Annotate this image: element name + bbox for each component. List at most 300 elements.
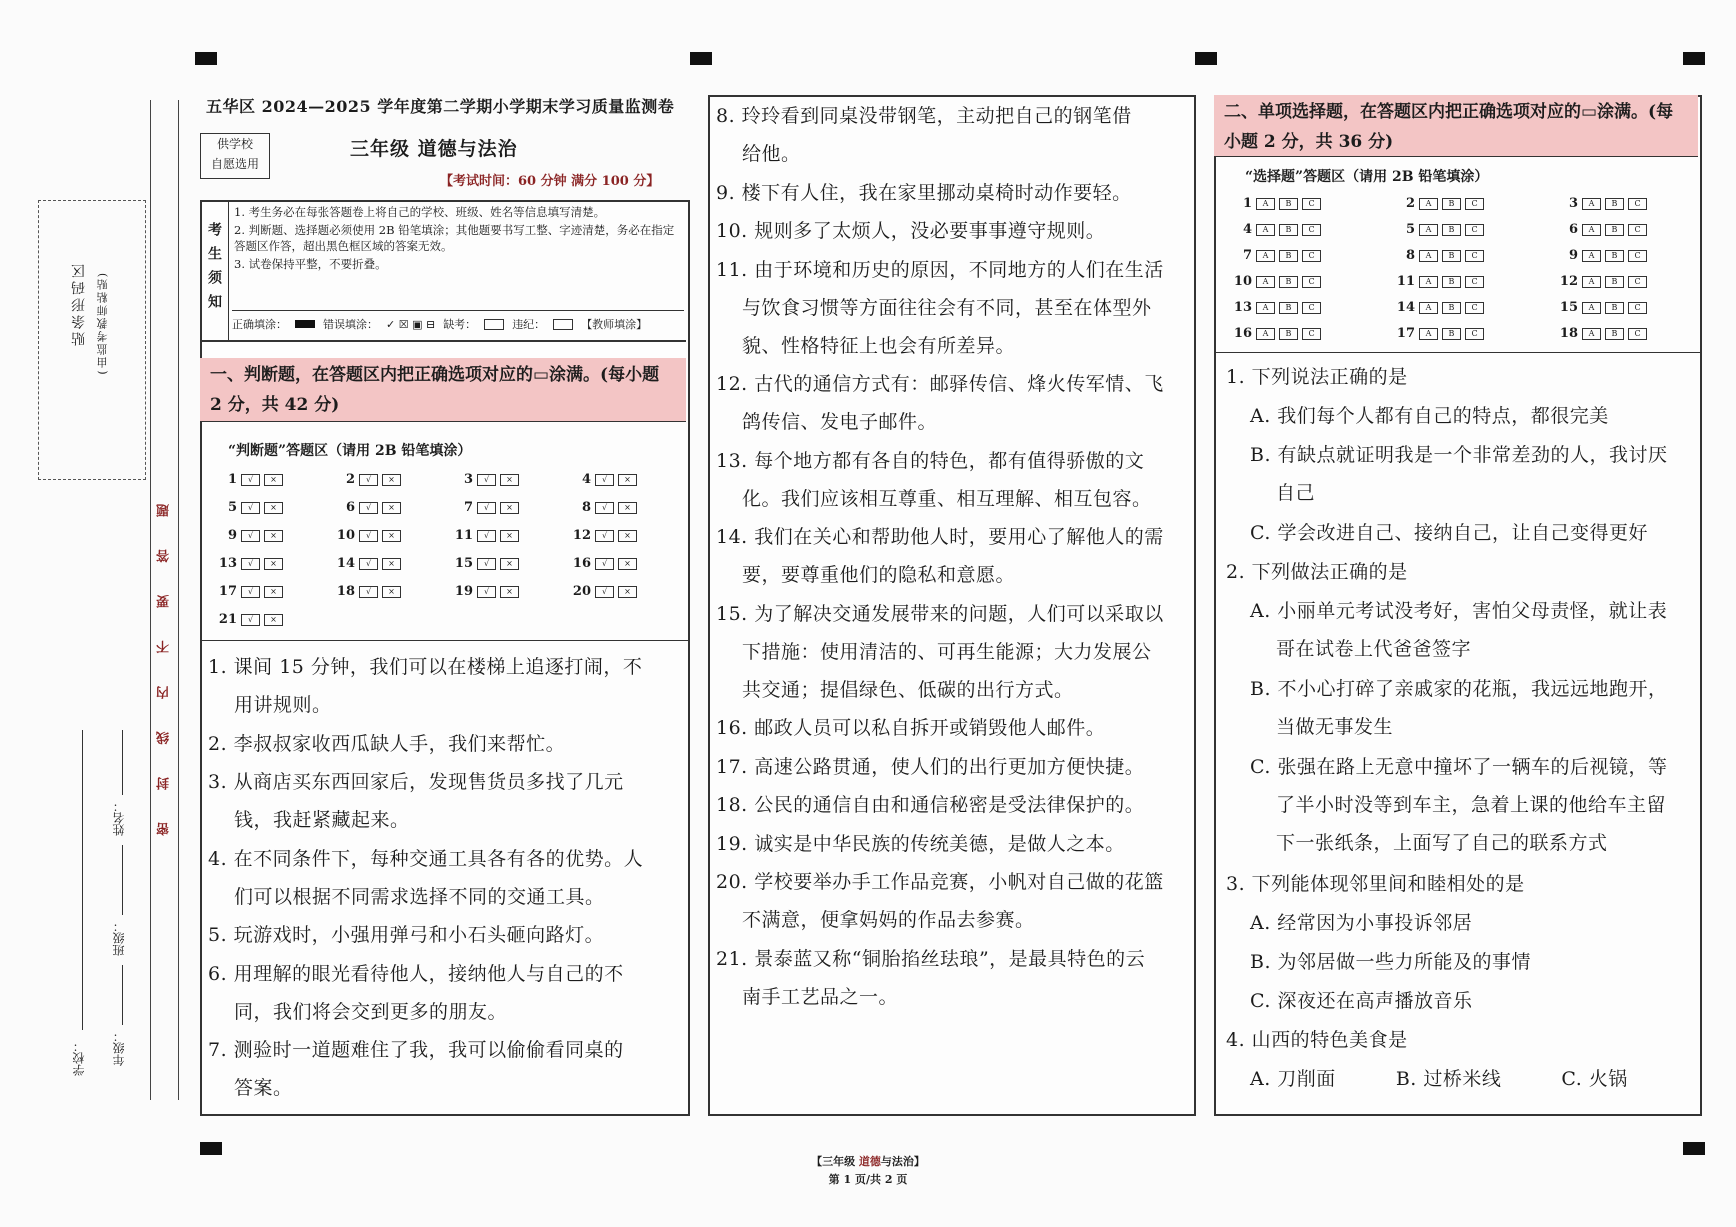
question-text: 1. 课间 15 分钟，我们可以在楼梯上追逐打闹，不 [208,656,643,678]
answer-bubble[interactable]: C [1628,198,1647,210]
answer-bubble[interactable]: B [1279,302,1298,314]
wrong-fill-examples: ✓ ☒ ▣ ⊟ [386,317,436,331]
barcode-label: 贴条形码区 [71,261,87,346]
question-number: 13 [1233,300,1252,315]
answer-bubble[interactable]: × [500,586,519,598]
question-text-continued: 下措施：使用清洁的、可再生能源；大力发展公 [742,640,1152,663]
answer-bubble[interactable]: A [1419,198,1438,210]
exam-time: 【考试时间：60 分钟 满分 100 分】 [440,174,660,189]
answer-bubble[interactable]: C [1302,250,1321,262]
answer-cell [1556,274,1647,289]
answer-bubble[interactable]: A [1419,302,1438,314]
answer-cell [1556,300,1647,315]
barcode-note: (由监考教师粘贴) [96,271,109,375]
answer-bubble[interactable]: √ [241,614,260,626]
question-number: 13 [218,556,237,571]
correct-fill-example [295,320,315,328]
question-number: 14 [336,556,355,571]
question-text-continued: 鸽传信、发电子邮件。 [742,411,938,433]
question-text: 5. 玩游戏时，小强用弹弓和小石头砸向路灯。 [208,924,605,946]
question-item [716,595,1190,709]
answer-cell [1556,222,1647,237]
question-text-continued: 同，我们将会交到更多的朋友。 [234,1000,508,1023]
question-item [208,840,684,916]
answer-bubble[interactable]: C [1628,250,1647,262]
question-number: 12 [572,528,591,543]
answer-bubble[interactable]: √ [241,530,260,542]
question-text: 10. 规则多了太烦人，没必要事事遵守规则。 [716,220,1106,242]
choice-text-continued: 自己 [1276,482,1316,504]
question-stem: 2. 下列做法正确的是 [1226,561,1408,583]
answer-bubble[interactable]: √ [359,502,378,514]
grade-line [122,965,123,1025]
answer-bubble[interactable]: B [1605,224,1624,236]
question-text: 11. 由于环境和历史的原因，不同地方的人们在生活 [716,258,1164,281]
answer-bubble[interactable]: C [1465,302,1484,314]
question-text: 3. 从商店买东西回家后，发现售货员多找了几元 [208,771,624,793]
answer-cell [569,584,637,599]
question-text-continued: 貌、性格特征上也会有所差异。 [742,334,1016,357]
question-number: 4 [1242,222,1252,237]
answer-cell [215,584,283,599]
answer-bubble[interactable]: √ [595,474,614,486]
answer-bubble[interactable]: √ [477,474,496,486]
answer-cell [1393,274,1484,289]
question-number: 12 [1559,274,1578,289]
question-number: 2 [1405,196,1415,211]
question-number: 3 [1568,196,1578,211]
question-number: 15 [1559,300,1578,315]
answer-bubble[interactable]: A [1419,276,1438,288]
answer-bubble[interactable]: B [1605,302,1624,314]
answer-cell [215,612,283,627]
question-item [716,709,1190,747]
question-number: 2 [345,472,355,487]
answer-bubble[interactable]: √ [241,586,260,598]
question-item [716,748,1190,786]
question-text-continued: 答案。 [234,1077,293,1099]
answer-cell [569,528,637,543]
question-item [716,863,1190,939]
question-text: 20. 学校要举办手工作品竞赛，小帆对自己做的花篮 [716,871,1164,893]
question-text: 7. 测验时一道题难住了我，我可以偷偷看同桌的 [208,1039,624,1061]
answer-bubble[interactable]: B [1442,276,1461,288]
answer-cell [1393,196,1484,211]
answer-cell [1393,300,1484,315]
choice-option [1226,514,1720,552]
question-item [716,174,1190,212]
answer-bubble[interactable]: √ [359,586,378,598]
name-label: 姓名： [112,800,126,836]
question-item [716,518,1190,594]
footer-subject: 【三年级 道德与法治】 [811,1155,925,1168]
answer-bubble[interactable]: C [1465,224,1484,236]
choice-option [1226,748,1720,862]
section-1-heading: 一、判断题，在答题区内把正确选项对应的▭涂满。(每小题 2 分，共 42 分) [200,358,686,422]
answer-bubble[interactable]: × [382,530,401,542]
answer-bubble[interactable]: A [1256,302,1275,314]
answer-bubble[interactable]: A [1256,198,1275,210]
answer-cell [1556,248,1647,263]
answer-bubble[interactable]: A [1256,328,1275,340]
answer-bubble[interactable]: × [264,558,283,570]
choice-text-continued: 哥在试卷上代爸爸签字 [1276,638,1472,660]
absent-bubble[interactable] [484,319,504,330]
answer-bubble[interactable]: √ [241,474,260,486]
answer-bubble[interactable]: B [1605,198,1624,210]
notice-item: 3. 试卷保持平整，不要折叠。 [234,257,387,271]
answer-cell [451,528,519,543]
choice-text-continued: 下一张纸条，上面写了自己的联系方式 [1276,832,1608,854]
question-number: 11 [454,528,473,543]
notice-item: 2. 判断题、选择题必须使用 2B 铅笔填涂；其他题要书写工整、字迹清楚，务必在指定答题区作答，超出黑色框区域的答案无效。 [234,223,675,253]
question-text: 19. 诚实是中华民族的传统美德，是做人之本。 [716,832,1125,855]
answer-cell [451,556,519,571]
choice-text: C. 张强在路上无意中撞坏了一辆车的后视镜，等 [1250,756,1668,778]
answer-bubble[interactable]: C [1302,198,1321,210]
answer-bubble[interactable]: C [1302,224,1321,236]
question-text: 21. 景泰蓝又称“铜胎掐丝珐琅”，是最具特色的云 [716,947,1146,970]
question-text-continued: 化。我们应该相互尊重、相互理解、相互包容。 [742,487,1152,510]
alignment-mark [195,52,217,65]
answer-bubble[interactable]: × [500,502,519,514]
answer-bubble[interactable]: C [1302,276,1321,288]
answer-bubble[interactable]: B [1279,328,1298,340]
question-item [716,940,1190,1016]
answer-bubble[interactable]: B [1442,224,1461,236]
notice-item: 1. 考生务必在每张答题卷上将自己的学校、班级、姓名等信息填写清楚。 [234,205,606,219]
answer-bubble[interactable]: C [1628,224,1647,236]
answer-cell [569,500,637,515]
answer-bubble[interactable]: B [1279,198,1298,210]
question-number: 20 [572,584,591,599]
question-number: 7 [1242,248,1252,263]
question-text-continued: 们可以根据不同需求选择不同的交通工具。 [234,885,605,908]
answer-cell [451,500,519,515]
alignment-mark [1195,52,1217,65]
question-item [716,442,1190,518]
question-item [208,725,684,763]
fill-example-row [232,310,684,337]
choice-option [1226,904,1720,942]
grade-label: 年级： [112,1030,126,1066]
school-label: 学校： [72,1040,86,1076]
question-number: 1 [1242,196,1252,211]
answer-bubble[interactable]: A [1256,276,1275,288]
margin-line [150,100,151,1100]
answer-bubble[interactable]: C [1628,302,1647,314]
question-number: 8 [1405,248,1415,263]
answer-bubble[interactable]: √ [241,502,260,514]
answer-cell [1230,196,1321,211]
notice-items [234,204,682,274]
answer-bubble[interactable]: A [1419,224,1438,236]
answer-bubble[interactable]: × [264,586,283,598]
answer-bubble[interactable]: √ [595,558,614,570]
answer-bubble[interactable]: A [1256,250,1275,262]
question-text: 4. 在不同条件下，每种交通工具各有各的优势。人 [208,847,644,870]
question-item [716,97,1190,173]
question-text: 9. 楼下有人住，我在家里挪动桌椅时动作要轻。 [716,181,1132,204]
choice-option [1226,397,1720,435]
violation-bubble[interactable] [553,319,573,330]
question-number: 4 [581,472,591,487]
choice-option: C. 火锅 [1561,1068,1628,1090]
question-text-continued: 要，要尊重他们的隐私和意愿。 [742,564,1016,586]
choice-option: B. 过桥米线 [1395,1068,1502,1090]
choice-text: A. 经常因为小事投诉邻居 [1250,912,1473,934]
choice-option [1226,982,1720,1020]
answer-cell [333,528,401,543]
answer-bubble[interactable]: √ [477,530,496,542]
question-item [208,955,684,1031]
question-item [716,786,1190,824]
question-number: 1 [227,472,237,487]
choice-text: C. 深夜还在高声播放音乐 [1250,990,1473,1012]
answer-cell [1393,326,1484,341]
answer-bubble[interactable]: × [618,530,637,542]
answer-bubble[interactable]: A [1582,198,1601,210]
answer-cell [215,500,283,515]
answer-cell [333,556,401,571]
answer-bubble[interactable]: A [1256,224,1275,236]
question-item [208,916,684,954]
question-number: 15 [454,556,473,571]
answer-bubble[interactable]: B [1442,198,1461,210]
divider [200,640,688,641]
divider [1214,352,1700,353]
answer-bubble[interactable]: B [1442,328,1461,340]
question-text: 16. 邮政人员可以私自拆开或销毁他人邮件。 [716,717,1106,739]
answer-bubble[interactable]: × [264,614,283,626]
answer-bubble[interactable]: × [382,586,401,598]
choice-text: B. 为邻居做一些力所能及的事情 [1250,951,1532,973]
answer-bubble[interactable]: √ [595,502,614,514]
answer-cell [1230,326,1321,341]
answer-bubble[interactable]: × [382,474,401,486]
answer-bubble[interactable]: √ [241,558,260,570]
answer-bubble[interactable]: √ [595,586,614,598]
answer-bubble[interactable]: A [1582,328,1601,340]
choice-text-continued: 了半小时没等到车主，急着上课的他给车主留 [1276,794,1667,816]
question-text: 13. 每个地方都有各自的特色，都有值得骄傲的文 [716,449,1145,472]
alignment-mark [690,52,712,65]
answer-bubble[interactable]: √ [477,586,496,598]
margin-line [178,100,179,1100]
question-text: 8. 玲玲看到同桌没带钢笔，主动把自己的钢笔借 [716,105,1132,127]
answer-bubble[interactable]: × [500,530,519,542]
answer-bubble[interactable]: × [618,558,637,570]
question-item [716,212,1190,250]
answer-bubble[interactable]: A [1582,276,1601,288]
question-number: 6 [345,500,355,515]
question-number: 19 [454,584,473,599]
answer-bubble[interactable]: √ [477,558,496,570]
answer-bubble[interactable]: C [1465,250,1484,262]
question-number: 16 [572,556,591,571]
question-number: 11 [1396,274,1415,289]
footer-page: 第 1 页/共 2 页 [828,1173,908,1186]
answer-cell [1393,248,1484,263]
answer-bubble[interactable]: B [1442,250,1461,262]
question-text-continued: 用讲规则。 [234,694,332,716]
choice-text: B. 不小心打碎了亲戚家的花瓶，我远远地跑开， [1250,678,1668,700]
answer-bubble[interactable]: A [1582,224,1601,236]
answer-cell [451,472,519,487]
answer-bubble[interactable]: × [500,474,519,486]
question-number: 5 [1405,222,1415,237]
subject-title: 三年级 道德与法治 [350,138,518,160]
answer-bubble[interactable]: A [1582,250,1601,262]
question-text-continued: 共交通；提倡绿色、低碳的出行方式。 [742,678,1074,701]
question-text-continued: 不满意，便拿妈妈的作品去参赛。 [742,909,1035,931]
answer-bubble[interactable]: B [1605,328,1624,340]
teacher-fill-label: 【教师填涂】 [581,318,648,331]
answer-cell [569,556,637,571]
answer-bubble[interactable]: √ [359,558,378,570]
answer-bubble[interactable]: C [1465,276,1484,288]
answer-cell [215,556,283,571]
answer-bubble[interactable]: √ [477,502,496,514]
choice-text-continued: 当做无事发生 [1276,716,1394,738]
question-text: 18. 公民的通信自由和通信秘密是受法律保护的。 [716,794,1145,816]
question-item [716,251,1190,365]
answer-bubble[interactable]: B [1279,224,1298,236]
answer-bubble[interactable]: √ [359,474,378,486]
question-number: 17 [218,584,237,599]
absent-label: 缺考： [443,318,477,331]
exam-notice [200,200,686,342]
answer-bubble[interactable]: B [1605,276,1624,288]
answer-bubble[interactable]: C [1465,328,1484,340]
question-item [208,648,684,724]
answer-cell [1230,248,1321,263]
answer-bubble[interactable]: × [264,502,283,514]
choice-text: C. 学会改进自己、接纳自己，让自己变得更好 [1250,522,1648,544]
question-number: 9 [1568,248,1578,263]
answer-cell [1393,222,1484,237]
question-number: 18 [336,584,355,599]
question-text: 17. 高速公路贯通，使人们的出行更加方便快捷。 [716,755,1145,778]
question-text-continued: 给他。 [742,143,801,165]
question-item [716,365,1190,441]
question-number: 16 [1233,326,1252,341]
correct-fill-label: 正确填涂： [232,318,287,331]
answer-cell [1556,326,1647,341]
answer-bubble[interactable]: × [382,502,401,514]
question-number: 9 [227,528,237,543]
class-line [122,845,123,915]
question-text: 14. 我们在关心和帮助他人时，要用心了解他人的需 [716,526,1164,548]
answer-bubble[interactable]: A [1419,328,1438,340]
answer-cell [451,584,519,599]
question-number: 14 [1396,300,1415,315]
choice-option [1226,436,1720,512]
choice-text: B. 有缺点就证明我是一个非常差劲的人，我讨厌 [1250,444,1668,466]
answer-bubble[interactable]: × [618,586,637,598]
answer-cell [1230,274,1321,289]
question-text: 6. 用理解的眼光看待他人，接纳他人与自己的不 [208,962,624,985]
choice-option [1226,943,1720,981]
answer-cell [333,500,401,515]
notice-label: 考生须知 [200,200,229,340]
answer-bubble[interactable]: × [618,474,637,486]
answer-bubble[interactable]: C [1302,302,1321,314]
question-number: 6 [1568,222,1578,237]
wrong-fill-label: 错误填涂： [323,318,378,331]
answer-bubble[interactable]: B [1279,250,1298,262]
choice-row [1226,1060,1720,1098]
seal-line-text: 密 封 线 内 不 要 答 题 [157,490,172,836]
answer-bubble[interactable]: × [500,558,519,570]
choice-option: A. 刀削面 [1250,1068,1336,1090]
question-text: 2. 李叔叔家收西瓜缺人手，我们来帮忙。 [208,732,566,755]
answer-cell [215,472,283,487]
for-school-box [200,133,270,179]
answer-cell [333,472,401,487]
answer-cell [1556,196,1647,211]
question-stem: 3. 下列能体现邻里间和睦相处的是 [1226,873,1525,895]
question-item [716,825,1190,863]
answer-cell [569,472,637,487]
answer-bubble[interactable]: B [1605,250,1624,262]
question-stem: 4. 山西的特色美食是 [1226,1029,1408,1051]
question-text: 12. 古代的通信方式有：邮驿传信、烽火传军情、飞 [716,373,1164,395]
exam-title: 五华区 2024—2025 学年度第二学期小学期末学习质量监测卷 [206,97,675,116]
answer-bubble[interactable]: √ [595,530,614,542]
answer-cell [215,528,283,543]
question-number: 8 [581,500,591,515]
answer-bubble[interactable]: C [1628,328,1647,340]
answer-bubble[interactable]: √ [359,530,378,542]
answer-bubble[interactable]: × [264,530,283,542]
for-school-text: 供学校 自愿选用 [210,137,259,171]
question-stem: 1. 下列说法正确的是 [1226,366,1408,388]
answer-bubble[interactable]: C [1628,276,1647,288]
answer-cell [1230,300,1321,315]
question-number: 10 [336,528,355,543]
answer-bubble[interactable]: C [1465,198,1484,210]
answer-bubble[interactable]: A [1419,250,1438,262]
answer-bubble[interactable]: × [382,558,401,570]
school-line [82,730,83,1030]
question-number: 21 [218,612,237,627]
question-text-continued: 南手工艺品之一。 [742,985,899,1008]
name-line [122,730,123,795]
answer-bubble[interactable]: B [1442,302,1461,314]
choice-text: A. 小丽单元考试没考好，害怕父母责怪，就让表 [1250,600,1668,622]
question-text: 15. 为了解决交通发展带来的问题，人们可以采取以 [716,602,1164,625]
question-number: 5 [227,500,237,515]
question-number: 3 [463,472,473,487]
violation-label: 违纪： [512,318,546,331]
answer-bubble[interactable]: × [264,474,283,486]
answer-bubble[interactable]: C [1302,328,1321,340]
answer-bubble[interactable]: A [1582,302,1601,314]
judge-answer-title: “判断题”答题区（请用 2B 铅笔填涂） [228,443,472,459]
question-number: 7 [463,500,473,515]
answer-cell [333,584,401,599]
question-number: 17 [1396,326,1415,341]
barcode-area [38,200,146,480]
question-number: 10 [1233,274,1252,289]
question-item [208,763,684,839]
question-number: 18 [1559,326,1578,341]
choice-text: A. 我们每个人都有自己的特点，都很完美 [1250,405,1609,427]
answer-bubble[interactable]: × [618,502,637,514]
question-item [208,1031,684,1107]
answer-bubble[interactable]: B [1279,276,1298,288]
